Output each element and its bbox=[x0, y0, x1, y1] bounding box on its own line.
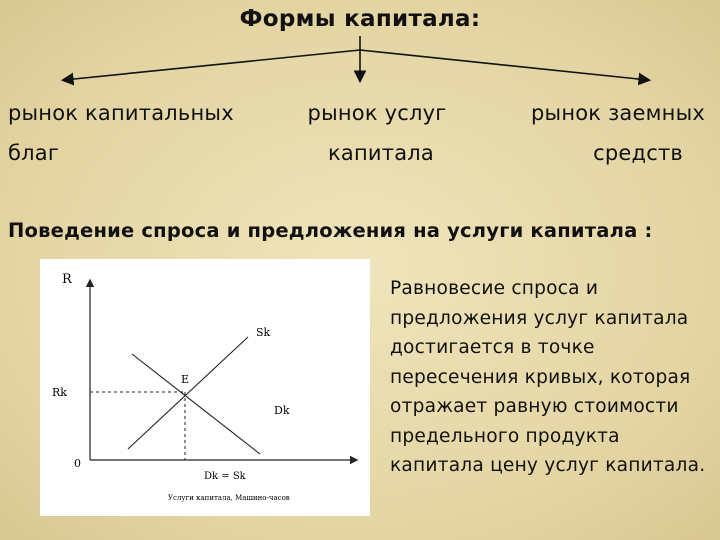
slide-title: Формы капитала: bbox=[239, 6, 481, 32]
supply-label: Sk bbox=[256, 326, 271, 339]
form-loan-funds-market bbox=[505, 93, 705, 173]
supply-demand-graph bbox=[40, 259, 370, 516]
form-2-line-1: рынок услуг bbox=[307, 101, 447, 125]
form-1-line-1: рынок капитальных bbox=[8, 101, 234, 125]
y-axis-label: R bbox=[62, 272, 72, 287]
supply-curve bbox=[128, 337, 248, 449]
form-3-line-1: рынок заемных bbox=[531, 101, 705, 125]
equilibrium-description: Равновесие спроса и предложения услуг капитала достигается в точке пересечения кривых, которая отражает равную стоимости предельного продукта капитала цену услуг капитала. bbox=[390, 278, 706, 476]
equilibrium-quantity-label: Dk = Sk bbox=[204, 471, 246, 482]
arrow-left bbox=[64, 50, 360, 80]
demand-label: Dk bbox=[274, 404, 290, 417]
form-2-line-2: капитала bbox=[328, 141, 434, 165]
arrow-right bbox=[360, 50, 648, 80]
demand-curve bbox=[132, 354, 260, 454]
section-subtitle: Поведение спроса и предложения на услуги капитала : bbox=[8, 219, 653, 242]
origin-label: 0 bbox=[74, 457, 81, 470]
form-capital-services-market bbox=[292, 93, 462, 173]
equilibrium-price-label: Rk bbox=[52, 386, 67, 399]
form-3-line-2: средств bbox=[593, 141, 683, 165]
equilibrium-point-label: E bbox=[181, 373, 190, 386]
form-capital-goods-market bbox=[8, 93, 268, 173]
x-axis-caption: Услуги капитала, Машино-часов bbox=[168, 494, 290, 502]
form-1-line-2: благ bbox=[8, 141, 60, 165]
